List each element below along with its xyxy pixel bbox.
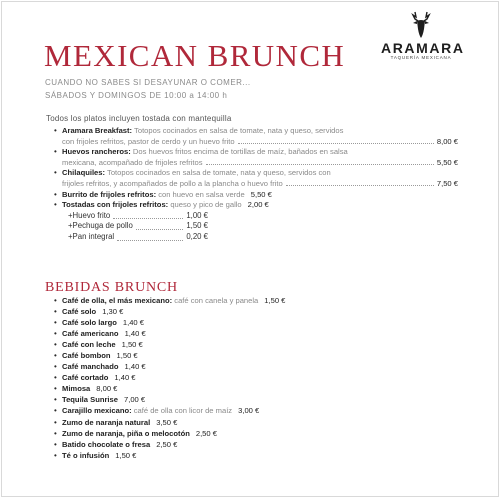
item-price: 2,50 € — [195, 428, 217, 438]
item-name: Café de olla, el más mexicano: — [62, 296, 173, 305]
item-price: 1,50 € — [264, 296, 286, 305]
item-price: 1,40 € — [122, 318, 144, 328]
bullet: • — [54, 147, 57, 157]
bullet: • — [54, 189, 57, 199]
item-name: Café con leche — [62, 340, 116, 350]
drinks-section-title: BEBIDAS BRUNCH — [45, 280, 178, 295]
bullet: • — [54, 395, 57, 405]
extra-label: +Pan integral — [68, 231, 115, 241]
item-name: Aramara Breakfast: — [62, 126, 133, 135]
item-name: Café americano — [62, 329, 119, 339]
item-price: 1,40 € — [124, 329, 146, 339]
item-name: Zumo de naranja, piña o melocotón — [62, 428, 190, 438]
extra-label: +Pechuga de pollo — [68, 221, 133, 231]
extra-price: 1,00 € — [186, 210, 208, 220]
item-description: frijoles refritos, y acompañados de pollo a la plancha o huevo frito — [62, 178, 283, 188]
item-price: 1,50 € — [116, 351, 138, 361]
item-price: 3,50 € — [156, 417, 178, 427]
list-item — [46, 428, 356, 439]
list-item — [46, 200, 458, 211]
item-description: con huevo en salsa verde — [156, 189, 245, 199]
list-item — [46, 339, 356, 350]
item-price: 1,50 € — [121, 340, 143, 350]
item-name: Café manchado — [62, 362, 119, 372]
brand-tagline: TAQUERÍA MEXICANA — [390, 55, 452, 60]
list-item — [46, 383, 356, 394]
list-item — [46, 394, 356, 405]
item-name: Burrito de frijoles refritos: — [62, 189, 157, 199]
bullet: • — [54, 168, 57, 178]
item-description: café con canela y panela — [172, 296, 259, 305]
bullet: • — [54, 417, 57, 427]
list-item — [46, 190, 458, 201]
item-name: Tequila Sunrise — [62, 395, 118, 405]
item-name: Café solo — [62, 307, 97, 317]
item-price: 2,00 € — [247, 200, 269, 210]
extra-price: 1,50 € — [186, 221, 208, 231]
bullet: • — [54, 439, 57, 449]
extra-label: +Huevo frito — [68, 210, 111, 220]
deer-head-icon — [408, 10, 434, 40]
item-name: Carajillo mexicano: — [62, 406, 132, 416]
bullet: • — [54, 126, 57, 135]
schedule-subtitle — [45, 77, 251, 102]
bullet: • — [54, 307, 57, 317]
item-description: con frijoles refritos, pastor de cerdo y un huevo frito — [62, 136, 235, 146]
list-item-continuation — [46, 137, 458, 148]
list-item — [46, 328, 356, 339]
list-item — [46, 295, 356, 306]
item-description: Totopos cocinados en salsa de tomate, nata y queso, servidos — [132, 126, 344, 135]
item-price: 8,00 € — [96, 384, 118, 394]
item-name: Zumo de naranja natural — [62, 417, 151, 427]
list-item — [46, 126, 458, 137]
list-item — [46, 361, 356, 372]
item-name: Café bombon — [62, 351, 111, 361]
drinks-list — [46, 295, 356, 461]
item-price: 3,00 € — [238, 406, 260, 416]
list-item — [46, 317, 356, 328]
item-name: Batido chocolate o fresa — [62, 439, 151, 449]
item-price: 7,50 € — [436, 178, 458, 188]
brand-name: ARAMARA — [381, 40, 465, 56]
bullet: • — [54, 329, 57, 339]
bullet: • — [54, 373, 57, 383]
item-name: Huevos rancheros: — [62, 147, 131, 157]
bullet: • — [54, 450, 57, 460]
item-price: 1,40 € — [124, 362, 146, 372]
bullet: • — [54, 351, 57, 361]
list-item — [46, 405, 356, 416]
bullet: • — [54, 296, 57, 305]
item-name: Café cortado — [62, 373, 109, 383]
item-price: 7,00 € — [123, 395, 146, 405]
bullet: • — [54, 406, 57, 416]
bullet: • — [54, 340, 57, 350]
extra-item — [46, 221, 208, 232]
item-price: 8,00 € — [436, 136, 458, 146]
bullet: • — [54, 318, 57, 328]
list-item — [46, 417, 356, 428]
list-item — [46, 372, 356, 383]
item-name: Mimosa — [62, 384, 91, 394]
item-name: Café solo largo — [62, 318, 117, 328]
list-item — [46, 450, 356, 461]
brand-logo — [381, 10, 465, 70]
item-name: Chilaquiles: — [62, 168, 106, 178]
bullet: • — [54, 200, 57, 210]
extra-item — [46, 232, 208, 243]
brunch-list — [46, 126, 458, 243]
item-description: mexicana, acompañado de frijoles refritos — [62, 157, 203, 167]
list-item-continuation — [46, 179, 458, 190]
bullet: • — [54, 428, 57, 438]
list-item — [46, 439, 356, 450]
bullet: • — [54, 362, 57, 372]
item-price: 2,50 € — [156, 439, 178, 449]
item-description: queso y pico de gallo — [168, 200, 242, 210]
item-description: Dos huevos fritos encima de tortillas de maíz, bañados en salsa — [130, 147, 348, 157]
item-description: Totopos cocinados en salsa de tomate, nata y queso, servidos con — [105, 168, 331, 178]
list-item — [46, 147, 458, 158]
item-price: 5,50 € — [250, 189, 272, 199]
subtitle-line: CUANDO NO SABES SI DESAYUNAR O COMER... — [45, 78, 251, 87]
item-price: 5,50 € — [436, 157, 458, 167]
list-item — [46, 168, 458, 179]
page-title: MEXICAN BRUNCH — [44, 38, 346, 73]
bullet: • — [54, 384, 57, 394]
extra-price: 0,20 € — [186, 231, 208, 241]
item-description: café de olla con licor de maíz — [131, 406, 233, 416]
brunch-intro: Todos los platos incluyen tostada con mantequilla — [46, 114, 232, 123]
item-price: 1,30 € — [102, 307, 124, 317]
list-item-continuation — [46, 158, 458, 169]
item-name: Tostadas con frijoles refritos: — [62, 200, 169, 210]
extra-item — [46, 211, 208, 222]
list-item — [46, 350, 356, 361]
list-item — [46, 306, 356, 317]
item-name: Té o infusión — [62, 450, 110, 460]
subtitle-line: SÁBADOS Y DOMINGOS DE 10:00 a 14:00 h — [45, 90, 228, 100]
item-price: 1,40 € — [114, 373, 136, 383]
item-price: 1,50 € — [115, 450, 137, 460]
